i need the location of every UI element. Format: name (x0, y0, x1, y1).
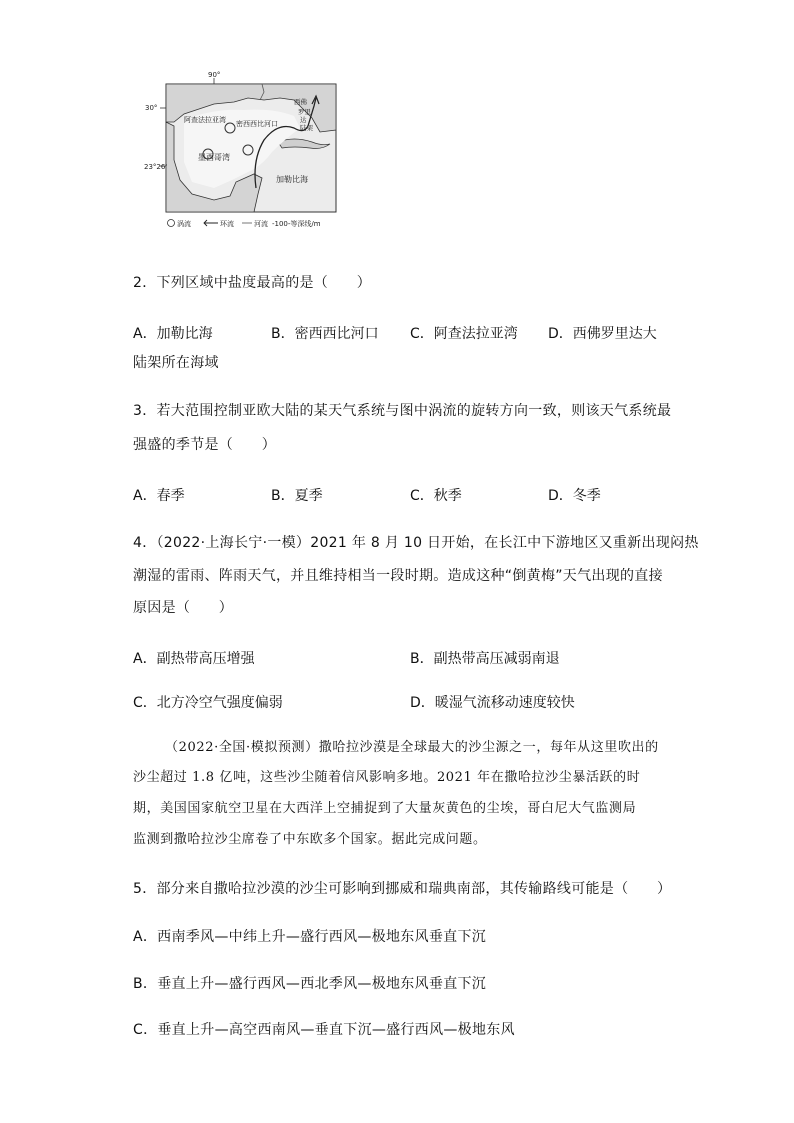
florida-shelf-label-4: 陆架 (300, 124, 313, 132)
q3-option-c: C．秋季 (410, 488, 462, 504)
q4-option-b: B．副热带高压减弱南退 (410, 651, 560, 667)
q5-option-c: C．垂直上升—高空西南风—垂直下沉—盛行西风—极地东风 (133, 1022, 515, 1038)
legend-loop: 环流 (220, 220, 234, 228)
latitude-tropic-label: 23°26' (144, 163, 168, 171)
q3-option-d: D．冬季 (548, 488, 601, 504)
q2-option-b: B．密西西比河口 (271, 326, 379, 342)
q3-option-a: A．春季 (133, 488, 185, 504)
q2-option-a: A．加勒比海 (133, 326, 213, 342)
florida-shelf-label-2: 罗里 (298, 108, 311, 116)
question-4-line-2: 潮湿的雷雨、阵雨天气，并且维持相当一段时期。造成这种“倒黄梅”天气出现的直接 (133, 568, 663, 584)
longitude-label: 90° (208, 71, 221, 79)
q2-option-d: D．西佛罗里达大 (548, 326, 657, 342)
q5-option-a: A．西南季风—中纬上升—盛行西风—极地东风垂直下沉 (133, 929, 487, 945)
passage-line-4: 监测到撒哈拉沙尘席卷了中东欧多个国家。据此完成问题。 (133, 832, 487, 847)
q2-option-d-continued: 陆架所在海域 (133, 355, 219, 371)
legend-isobath: -100-等深线/m (272, 220, 321, 228)
question-4-line-1: 4．（2022·上海长宁·一模）2021 年 8 月 10 日开始，在长江中下游地区又重新出现闷热 (133, 535, 699, 551)
q4-option-d: D．暖湿气流移动速度较快 (410, 695, 575, 711)
q3-option-b: B．夏季 (271, 488, 323, 504)
florida-shelf-label-3: 达 (300, 116, 307, 124)
question-4-line-3: 原因是（ ） (133, 600, 234, 616)
apalachee-bay-label: 阿查法拉亚湾 (184, 116, 226, 124)
latitude-30-label: 30° (145, 104, 158, 112)
question-3-line-2: 强盛的季节是（ ） (133, 437, 276, 453)
passage-line-2: 沙尘超过 1.8 亿吨，这些沙尘随着信风影响多地。2021 年在撒哈拉沙尘暴活跃的时 (133, 770, 641, 785)
caribbean-label: 加勒比海 (276, 175, 308, 184)
q2-option-c: C．阿查法拉亚湾 (410, 326, 518, 342)
passage-line-1: （2022·全国·模拟预测）撒哈拉沙漠是全球最大的沙尘源之一，每年从这里吹出的 (165, 740, 659, 755)
q4-option-c: C．北方冷空气强度偏弱 (133, 695, 283, 711)
gulf-of-mexico-map (144, 70, 344, 232)
gulf-of-mexico-label: 墨西哥湾 (198, 153, 230, 162)
passage-line-3: 期，美国国家航空卫星在大西洋上空捕捉到了大量灰黄色的尘埃，哥白尼大气监测局 (133, 801, 637, 816)
legend-river: 河流 (254, 220, 268, 228)
question-2-stem: 2．下列区域中盐度最高的是（ ） (133, 275, 372, 291)
florida-shelf-label-1: 西佛 (294, 98, 307, 106)
mississippi-mouth-label: 密西西比河口 (236, 120, 278, 128)
legend-eddy: 涡流 (177, 220, 191, 228)
eddy-legend-icon (168, 220, 175, 227)
q5-option-b: B．垂直上升—盛行西风—西北季风—极地东风垂直下沉 (133, 976, 487, 992)
question-5-stem: 5．部分来自撒哈拉沙漠的沙尘可影响到挪威和瑞典南部，其传输路线可能是（ ） (133, 881, 672, 897)
q4-option-a: A．副热带高压增强 (133, 651, 255, 667)
question-3-line-1: 3．若大范围控制亚欧大陆的某天气系统与图中涡流的旋转方向一致，则该天气系统最 (133, 403, 672, 419)
